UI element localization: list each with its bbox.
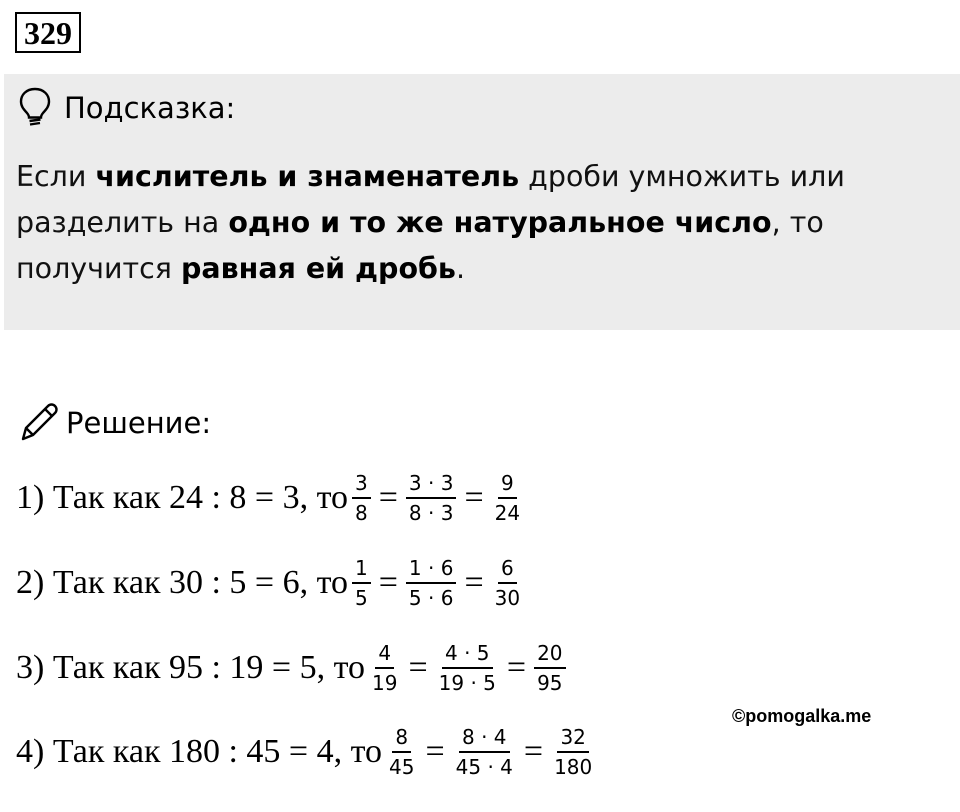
fraction: [436, 641, 499, 695]
numerator: 1: [352, 556, 371, 584]
denominator: 8 · 3: [408, 501, 454, 525]
fraction: [492, 556, 523, 610]
numerator: 4 · 5: [442, 641, 493, 669]
fraction: [492, 471, 523, 525]
solution-step: [16, 468, 527, 528]
numerator: 8: [392, 725, 411, 753]
fraction: [551, 725, 595, 779]
fraction: [352, 556, 371, 610]
denominator: 45: [389, 755, 415, 779]
numerator: 32: [557, 725, 588, 753]
hint-bold-part: одно и то же натуральное число: [228, 206, 772, 239]
numerator: 3 · 3: [406, 471, 457, 499]
denominator: 45 · 4: [455, 755, 513, 779]
hint-header: [18, 86, 235, 130]
equals-sign: =: [425, 733, 445, 770]
equals-sign: =: [408, 649, 428, 686]
solution-header: [18, 398, 211, 448]
denominator: 180: [554, 755, 593, 779]
numerator: 4: [375, 641, 394, 669]
equals-sign: =: [523, 733, 544, 770]
solution-step: [16, 722, 599, 782]
denominator: 19: [372, 671, 398, 695]
fraction: [406, 556, 457, 610]
equals-sign: =: [464, 564, 484, 601]
equals-sign: =: [464, 479, 484, 516]
hint-text-part: Если: [16, 160, 96, 193]
hint-text-part: .: [455, 252, 466, 285]
fraction: [386, 725, 417, 779]
solution-step: [16, 638, 570, 698]
numerator: 3: [352, 471, 371, 499]
equals-sign: =: [506, 649, 527, 686]
hint-bold-part: равная ей дробь: [181, 252, 456, 285]
solution-title: Решение:: [66, 406, 212, 440]
fraction: [352, 471, 371, 525]
hint-bold-part: числитель и знаменатель: [95, 160, 520, 193]
step-lead: 3) Так как 95 : 19 = 5, то: [16, 649, 365, 686]
denominator: 19 · 5: [438, 671, 496, 695]
hint-text: [16, 154, 956, 292]
numerator: 20: [534, 641, 565, 669]
denominator: 5: [355, 586, 368, 610]
equals-sign: =: [378, 564, 398, 601]
fraction: [534, 641, 565, 695]
hint-text-part: дроби умножить или разделить на: [16, 160, 845, 239]
equals-sign: =: [378, 479, 398, 516]
numerator: 1 · 6: [406, 556, 457, 584]
fraction: [453, 725, 516, 779]
fraction: [406, 471, 457, 525]
hint-box: [4, 74, 960, 330]
numerator: 8 · 4: [459, 725, 510, 753]
hint-text-part: , то получится: [16, 206, 824, 285]
fraction: [369, 641, 400, 695]
task-number: 329: [15, 12, 81, 53]
pencil-icon: [18, 398, 62, 448]
denominator: 30: [494, 586, 521, 610]
watermark: ©pomogalka.me: [732, 706, 872, 726]
hint-title: Подсказка:: [64, 91, 236, 125]
step-lead: 1) Так как 24 : 8 = 3, то: [16, 479, 348, 516]
numerator: 6: [498, 556, 517, 584]
denominator: 5 · 6: [408, 586, 454, 610]
denominator: 95: [537, 671, 563, 695]
step-lead: 4) Так как 180 : 45 = 4, то: [16, 733, 382, 770]
denominator: 24: [494, 501, 521, 525]
step-lead: 2) Так как 30 : 5 = 6, то: [16, 564, 348, 601]
denominator: 8: [355, 501, 368, 525]
lightbulb-icon: [18, 86, 52, 130]
solution-step: [16, 553, 527, 613]
numerator: 9: [498, 471, 517, 499]
